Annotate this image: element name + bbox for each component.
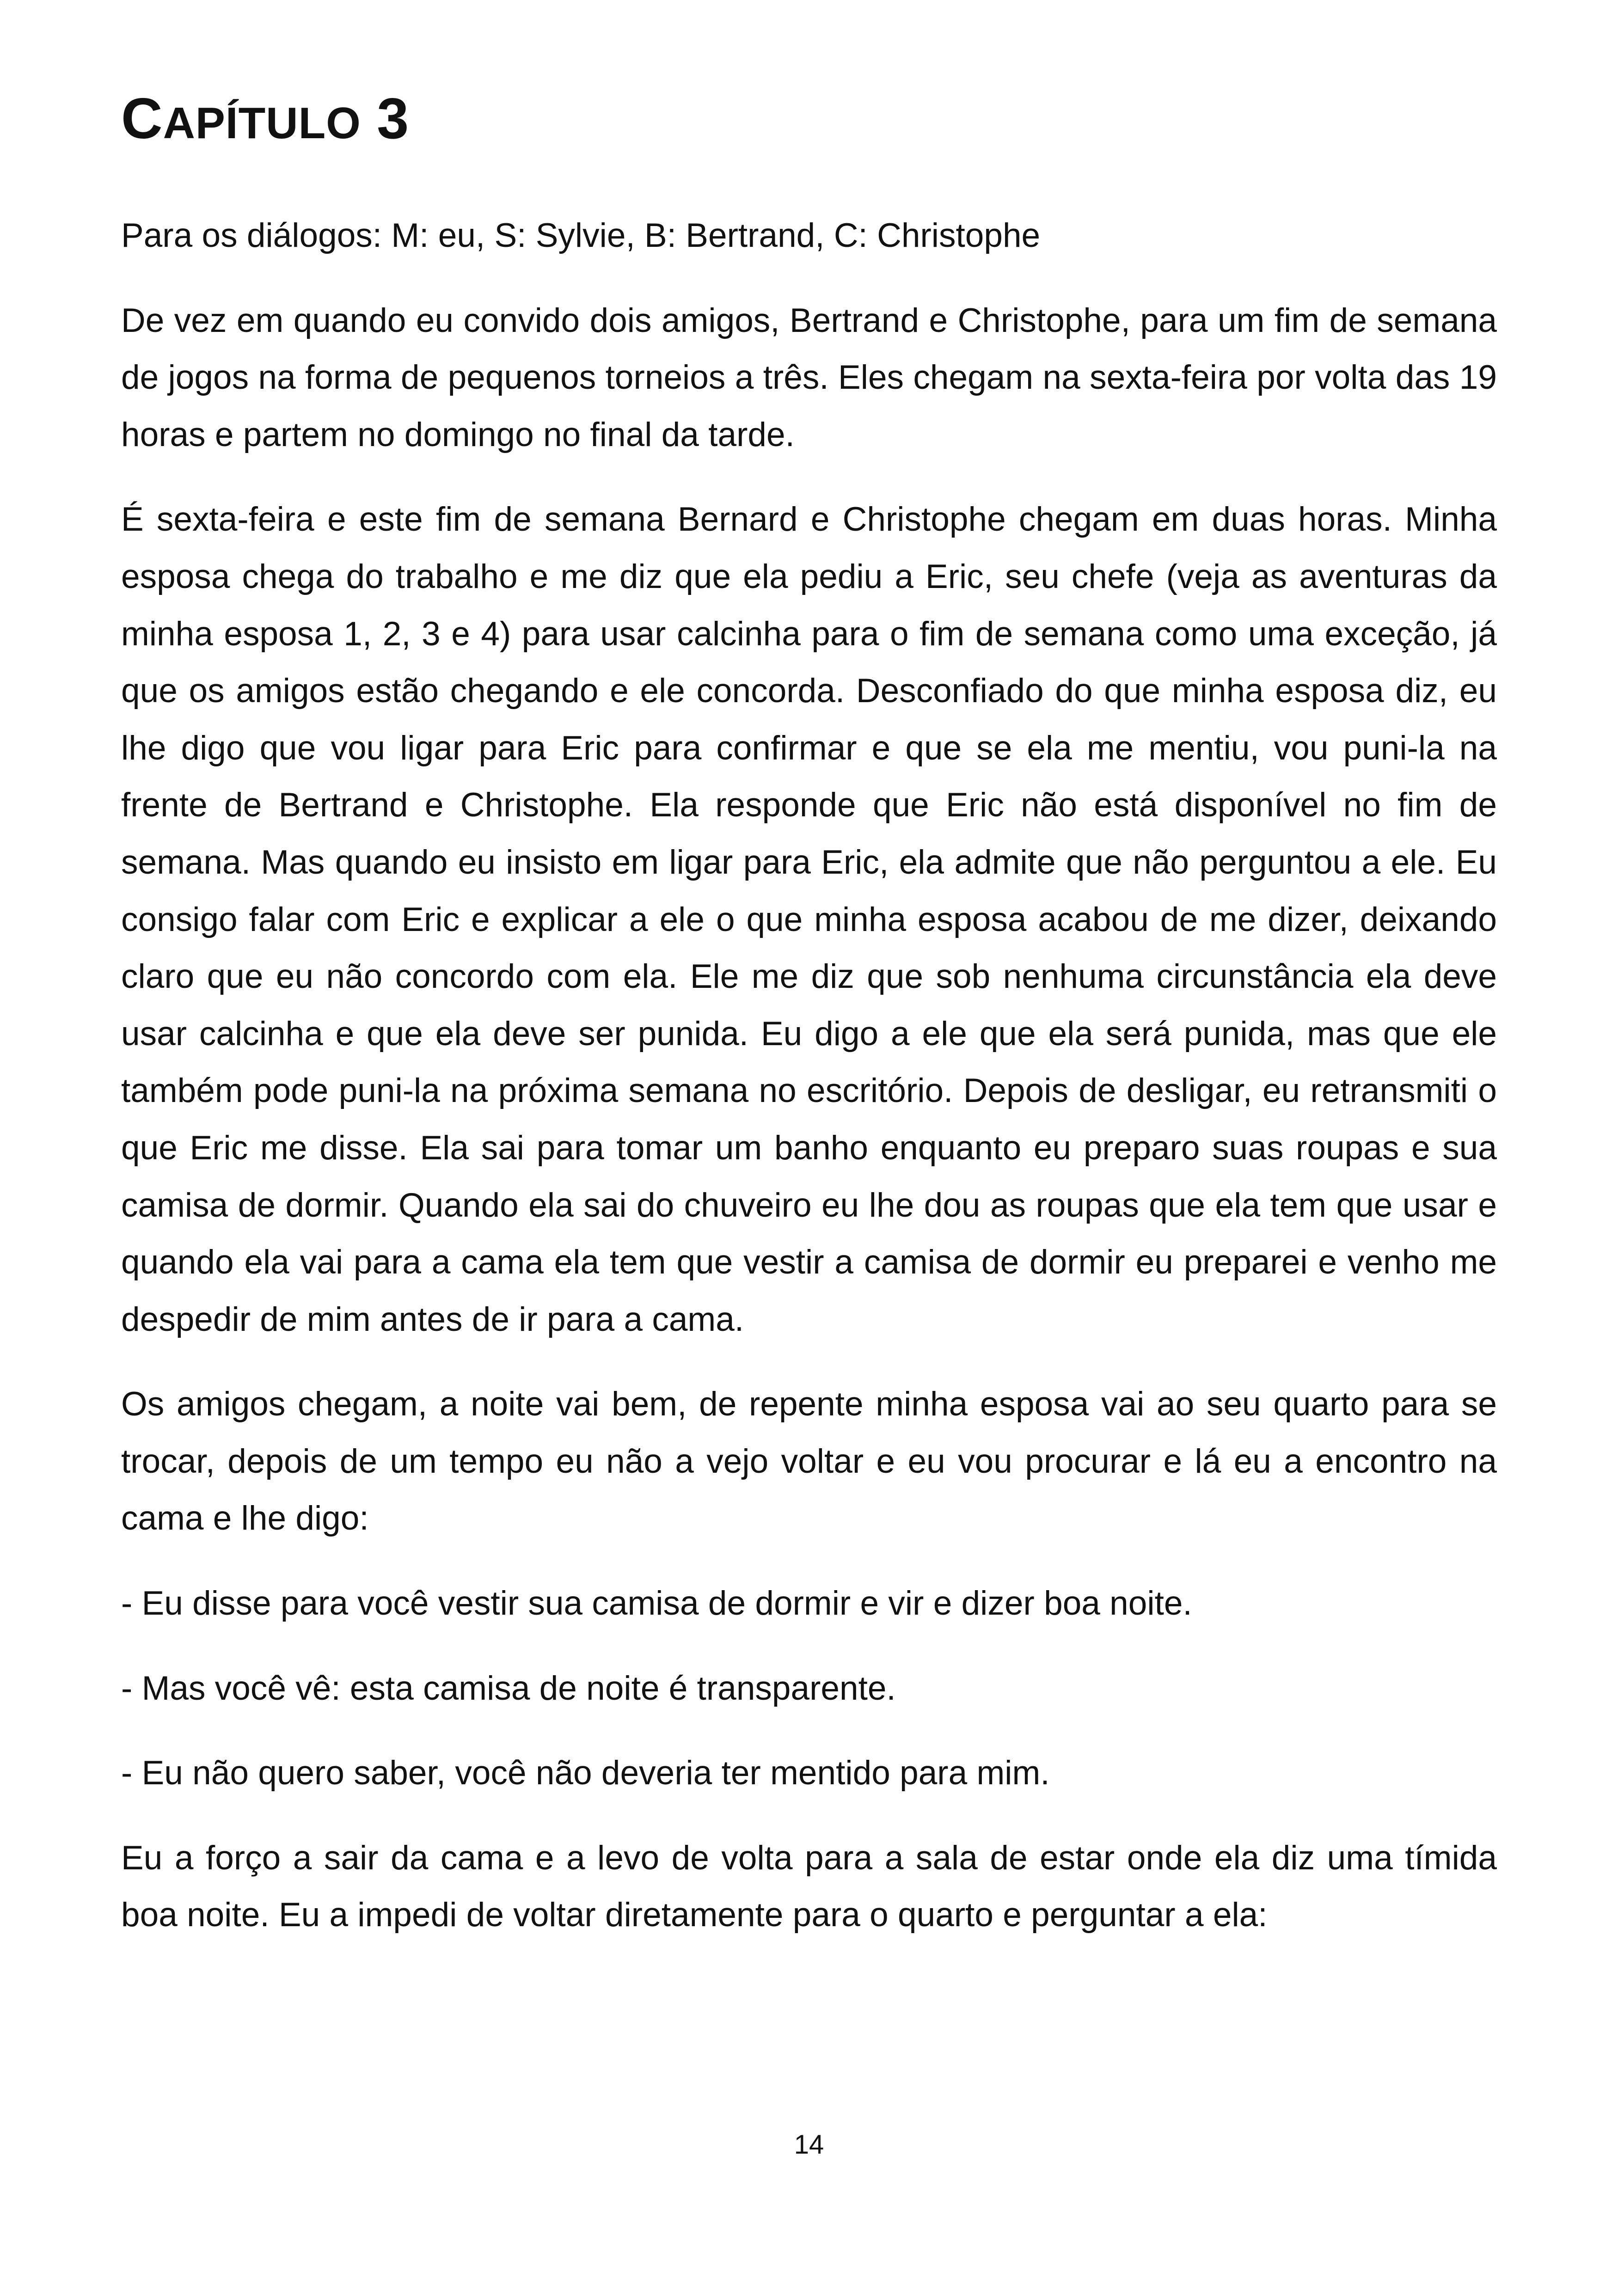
dialogue-line: - Eu disse para você vestir sua camisa de dormir e vir e dizer boa noite. — [121, 1585, 1192, 1623]
chapter-title-initial: C — [121, 87, 163, 151]
chapter-title — [121, 80, 409, 163]
chapter-number: 3 — [377, 87, 410, 151]
dialogue-line: - Mas você vê: esta camisa de noite é transparente. — [121, 1669, 896, 1707]
paragraph: De vez em quando eu convido dois amigos, Bertrand e Christophe, para um fim de semana de jogos na forma de pequenos torneios a três. Eles chegam na sexta-feira por volta das 19 horas e partem no domingo no final da tarde. — [121, 301, 1497, 453]
chapter-body — [121, 207, 1497, 1971]
paragraph: Os amigos chegam, a noite vai bem, de repente minha esposa vai ao seu quarto para se trocar, depois de um tempo eu não a vejo voltar e eu vou procurar e lá eu a encontro na cama e lhe digo: — [121, 1385, 1497, 1537]
dialogue-line: - Eu não quero saber, você não deveria ter mentido para mim. — [121, 1754, 1050, 1792]
chapter-title-word: APÍTULO — [163, 98, 361, 148]
page-number: 14 — [794, 2130, 824, 2160]
paragraph-dialogue-key: Para os diálogos: M: eu, S: Sylvie, B: Bertrand, C: Christophe — [121, 217, 1041, 254]
paragraph: É sexta-feira e este fim de semana Bernard e Christophe chegam em duas horas. Minha esposa chega do trabalho e me diz que ela pediu a Eric, seu chefe (veja as aventuras da minha esposa 1, 2, 3 e 4) para usar calcinha para o fim de semana como uma exceção, já que os amigos estão chegando e ele concorda. Desconfiado do que minha esposa diz, eu lhe digo que vou ligar para Eric para confirmar e que se ela me mentiu, vou puni-la na frente de Bertrand e Christophe. Ela responde que Eric não está disponível no fim de semana. Mas quando eu insisto em ligar para Eric, ela admite que não perguntou a ele. Eu consigo falar com Eric e explicar a ele o que minha esposa acabou de me dizer, deixando claro que eu não concordo com ela. Ele me diz que sob nenhuma circunstância ela deve usar calcinha e que ela deve ser punida. Eu digo a ele que ela será punida, mas que ele também pode puni-la na próxima semana no escritório. Depois de desligar, eu retransmiti o que Eric me disse. Ela sai para tomar um banho enquanto eu preparo suas roupas e sua camisa de dormir. Quando ela sai do chuveiro eu lhe dou as roupas que ela tem que usar e quando ela vai para a cama ela tem que vestir a camisa de dormir eu preparei e venho me despedir de mim antes de ir para a cama. — [121, 501, 1497, 1338]
paragraph: Eu a forço a sair da cama e a levo de volta para a sala de estar onde ela diz uma tímida boa noite. Eu a impedi de voltar diretamente para o quarto e perguntar a ela: — [121, 1839, 1497, 1934]
